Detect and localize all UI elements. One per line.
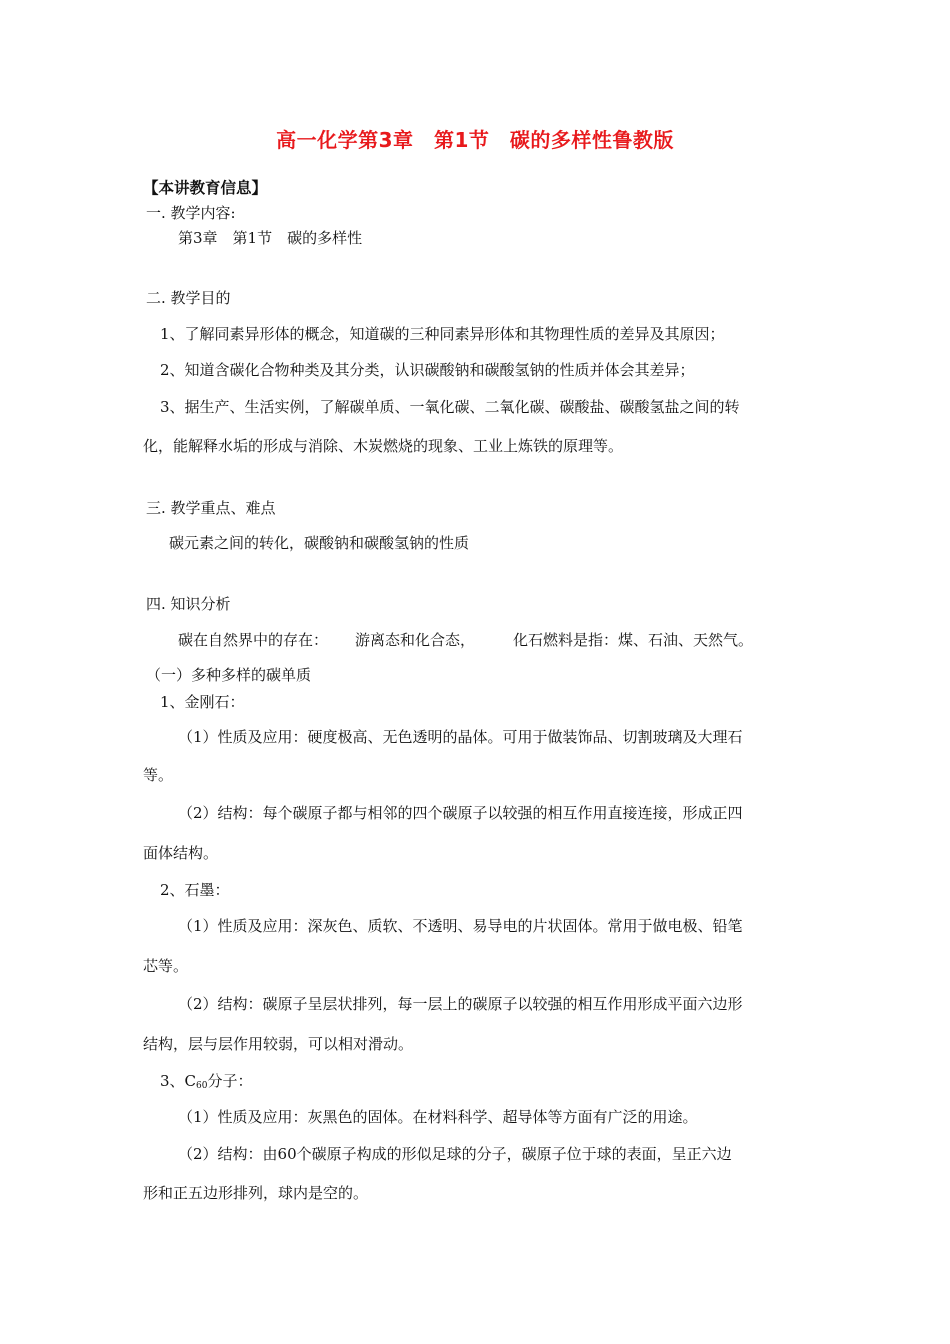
section-1-content: 第3章 第1节 碳的多样性 xyxy=(178,229,363,247)
c60-heading-suffix: 分子： xyxy=(207,1072,253,1090)
info-heading: 【本讲教育信息】 xyxy=(143,179,268,197)
diamond-structure-line-1: （2）结构：每个碳原子都与相邻的四个碳原子以较强的相互作用直接连接，形成正四 xyxy=(178,804,743,822)
c60-heading-subscript: 60 xyxy=(196,1081,208,1091)
fossil-fuels-text: 化石燃料是指：煤、石油、天然气。 xyxy=(513,631,754,649)
graphite-properties-line-2: 芯等。 xyxy=(143,957,189,975)
diamond-structure-line-2: 面体结构。 xyxy=(143,844,219,862)
diamond-heading: 1、金刚石： xyxy=(160,693,245,711)
graphite-structure-line-1: （2）结构：碳原子呈层状排列，每一层上的碳原子以较强的相互作用形成平面六边形 xyxy=(178,995,743,1013)
section-1-heading: 一. 教学内容: xyxy=(146,204,236,222)
c60-structure-line-1: （2）结构：由60个碳原子构成的形似足球的分子，碳原子位于球的表面，呈正六边 xyxy=(178,1145,732,1163)
c60-heading xyxy=(160,1071,253,1096)
document-title: 高一化学第3章 第1节 碳的多样性鲁教版 xyxy=(276,128,674,152)
objective-3-line-1: 3、据生产、生活实例，了解碳单质、一氧化碳、二氧化碳、碳酸盐、碳酸氢盐之间的转 xyxy=(160,398,740,416)
section-3-content: 碳元素之间的转化，碳酸钠和碳酸氢钠的性质 xyxy=(169,534,470,552)
c60-properties: （1）性质及应用：灰黑色的固体。在材料科学、超导体等方面有广泛的用途。 xyxy=(178,1108,698,1126)
objective-2: 2、知道含碳化合物种类及其分类，认识碳酸钠和碳酸氢钠的性质并体会其差异； xyxy=(160,361,695,379)
diamond-properties-line-1: （1）性质及应用：硬度极高、无色透明的晶体。可用于做装饰品、切割玻璃及大理石 xyxy=(178,728,743,746)
section-3-heading: 三. 教学重点、难点 xyxy=(146,499,276,517)
subsection-carbon-allotropes: （一）多种多样的碳单质 xyxy=(146,666,312,684)
section-2-heading: 二. 教学目的 xyxy=(146,289,231,307)
c60-structure-line-2: 形和正五边形排列，球内是空的。 xyxy=(143,1184,369,1202)
objective-3-line-2: 化，能解释水垢的形成与消除、木炭燃烧的现象、工业上炼铁的原理等。 xyxy=(143,437,624,455)
graphite-properties-line-1: （1）性质及应用：深灰色、质软、不透明、易导电的片状固体。常用于做电极、铅笔 xyxy=(178,917,743,935)
diamond-properties-line-2: 等。 xyxy=(143,766,174,784)
objective-1: 1、了解同素异形体的概念，知道碳的三种同素异形体和其物理性质的差异及其原因； xyxy=(160,325,725,343)
c60-heading-prefix: 3、C xyxy=(160,1072,197,1090)
carbon-existence-forms: 游离态和化合态， xyxy=(355,631,476,649)
graphite-structure-line-2: 结构，层与层作用较弱，可以相对滑动。 xyxy=(143,1035,414,1053)
carbon-existence-label: 碳在自然界中的存在： xyxy=(178,631,329,649)
graphite-heading: 2、石墨： xyxy=(160,881,230,899)
section-4-heading: 四. 知识分析 xyxy=(146,595,231,613)
